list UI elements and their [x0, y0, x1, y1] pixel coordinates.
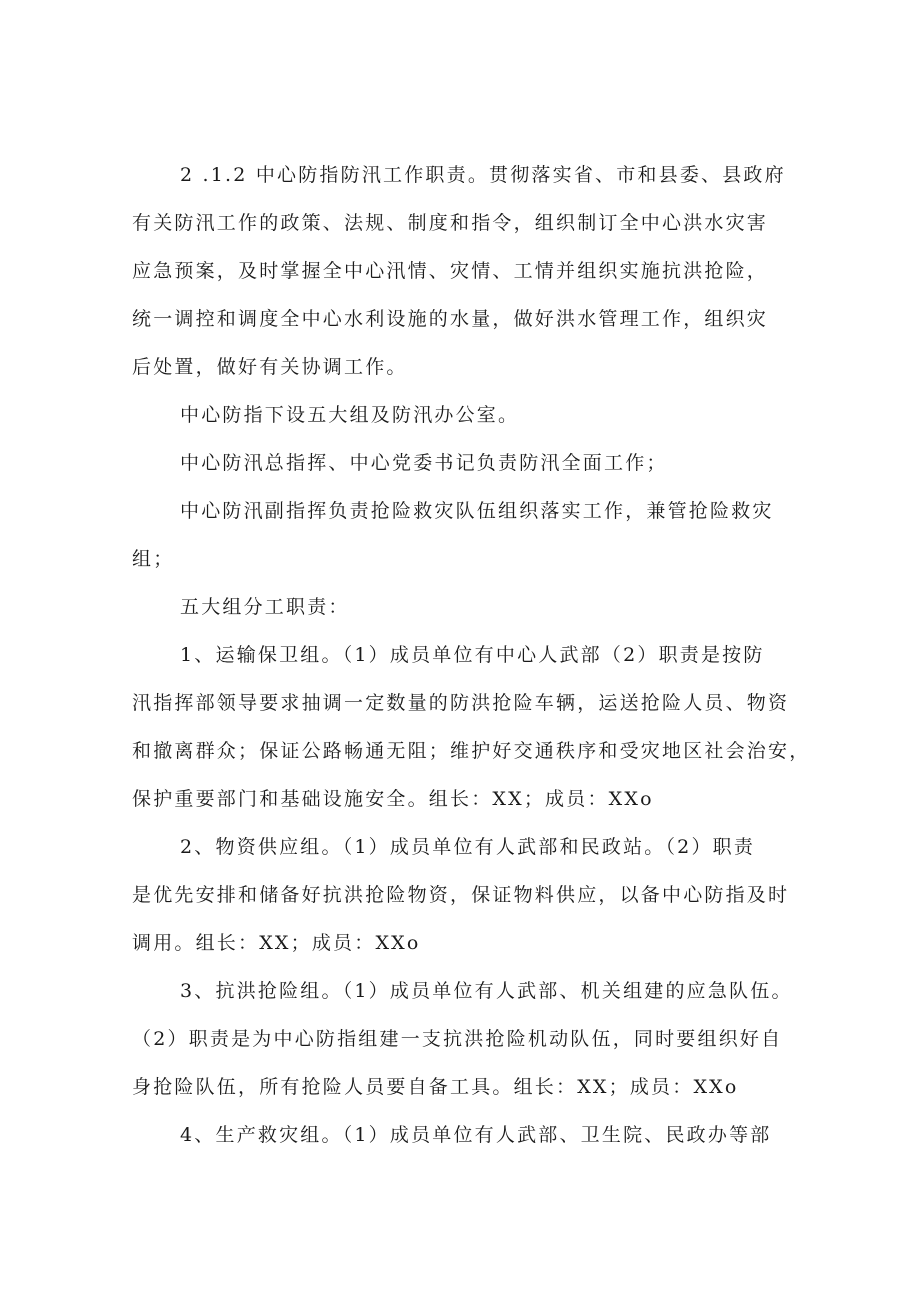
- paragraph-line: 统一调控和调度全中心水利设施的水量，做好洪水管理工作，组织灾: [132, 308, 769, 330]
- paragraph-line: 中心防指下设五大组及防汛办公室。: [180, 404, 520, 426]
- list-item-line: （2）职责是为中心防指组建一支抗洪抢险机动队伍，同时要组织好自: [132, 1028, 783, 1050]
- paragraph-line: 中心防汛总指挥、中心党委书记负责防汛全面工作；: [180, 452, 668, 474]
- list-heading-line: 五大组分工职责：: [180, 596, 350, 618]
- paragraph-line: 后处置，做好有关协调工作。: [132, 356, 408, 378]
- paragraph-line: 中心防汛副指挥负责抢险救灾队伍组织落实工作，兼管抢险救灾: [180, 500, 774, 522]
- section-heading-line: 2 .1.2 中心防指防汛工作职责。贯彻落实省、市和县委、县政府: [180, 164, 786, 186]
- paragraph-line: 有关防汛工作的政策、法规、制度和指令，组织制订全中心洪水灾害: [132, 212, 769, 234]
- list-item-line: 4、生产救灾组。（1）成员单位有人武部、卫生院、民政办等部: [180, 1124, 772, 1146]
- list-item-line: 保护重要部门和基础设施安全。组长：XX；成员：XXo: [132, 788, 654, 810]
- paragraph-line: 组；: [132, 548, 175, 570]
- list-item-line: 身抢险队伍，所有抢险人员要自备工具。组长：XX；成员：XXo: [132, 1076, 739, 1098]
- list-item-line: 汛指挥部领导要求抽调一定数量的防洪抢险车辆，运送抢险人员、物资: [132, 692, 790, 714]
- list-item-line: 2、物资供应组。（1）成员单位有人武部和民政站。（2）职责: [180, 836, 756, 858]
- list-item-line: 3、抗洪抢险组。（1）成员单位有人武部、机关组建的应急队伍。: [180, 980, 793, 1002]
- list-item-line: 和撤离群众；保证公路畅通无阻；维护好交通秩序和受灾地区社会治安，: [132, 740, 811, 762]
- list-item-line: 调用。组长：XX；成员：XXo: [132, 932, 421, 954]
- list-item-line: 是优先安排和储备好抗洪抢险物资，保证物料供应，以备中心防指及时: [132, 884, 790, 906]
- list-item-line: 1、运输保卫组。（1）成员单位有中心人武部（2）职责是按防: [180, 644, 765, 666]
- paragraph-line: 应急预案，及时掌握全中心汛情、灾情、工情并组织实施抗洪抢险，: [132, 260, 769, 282]
